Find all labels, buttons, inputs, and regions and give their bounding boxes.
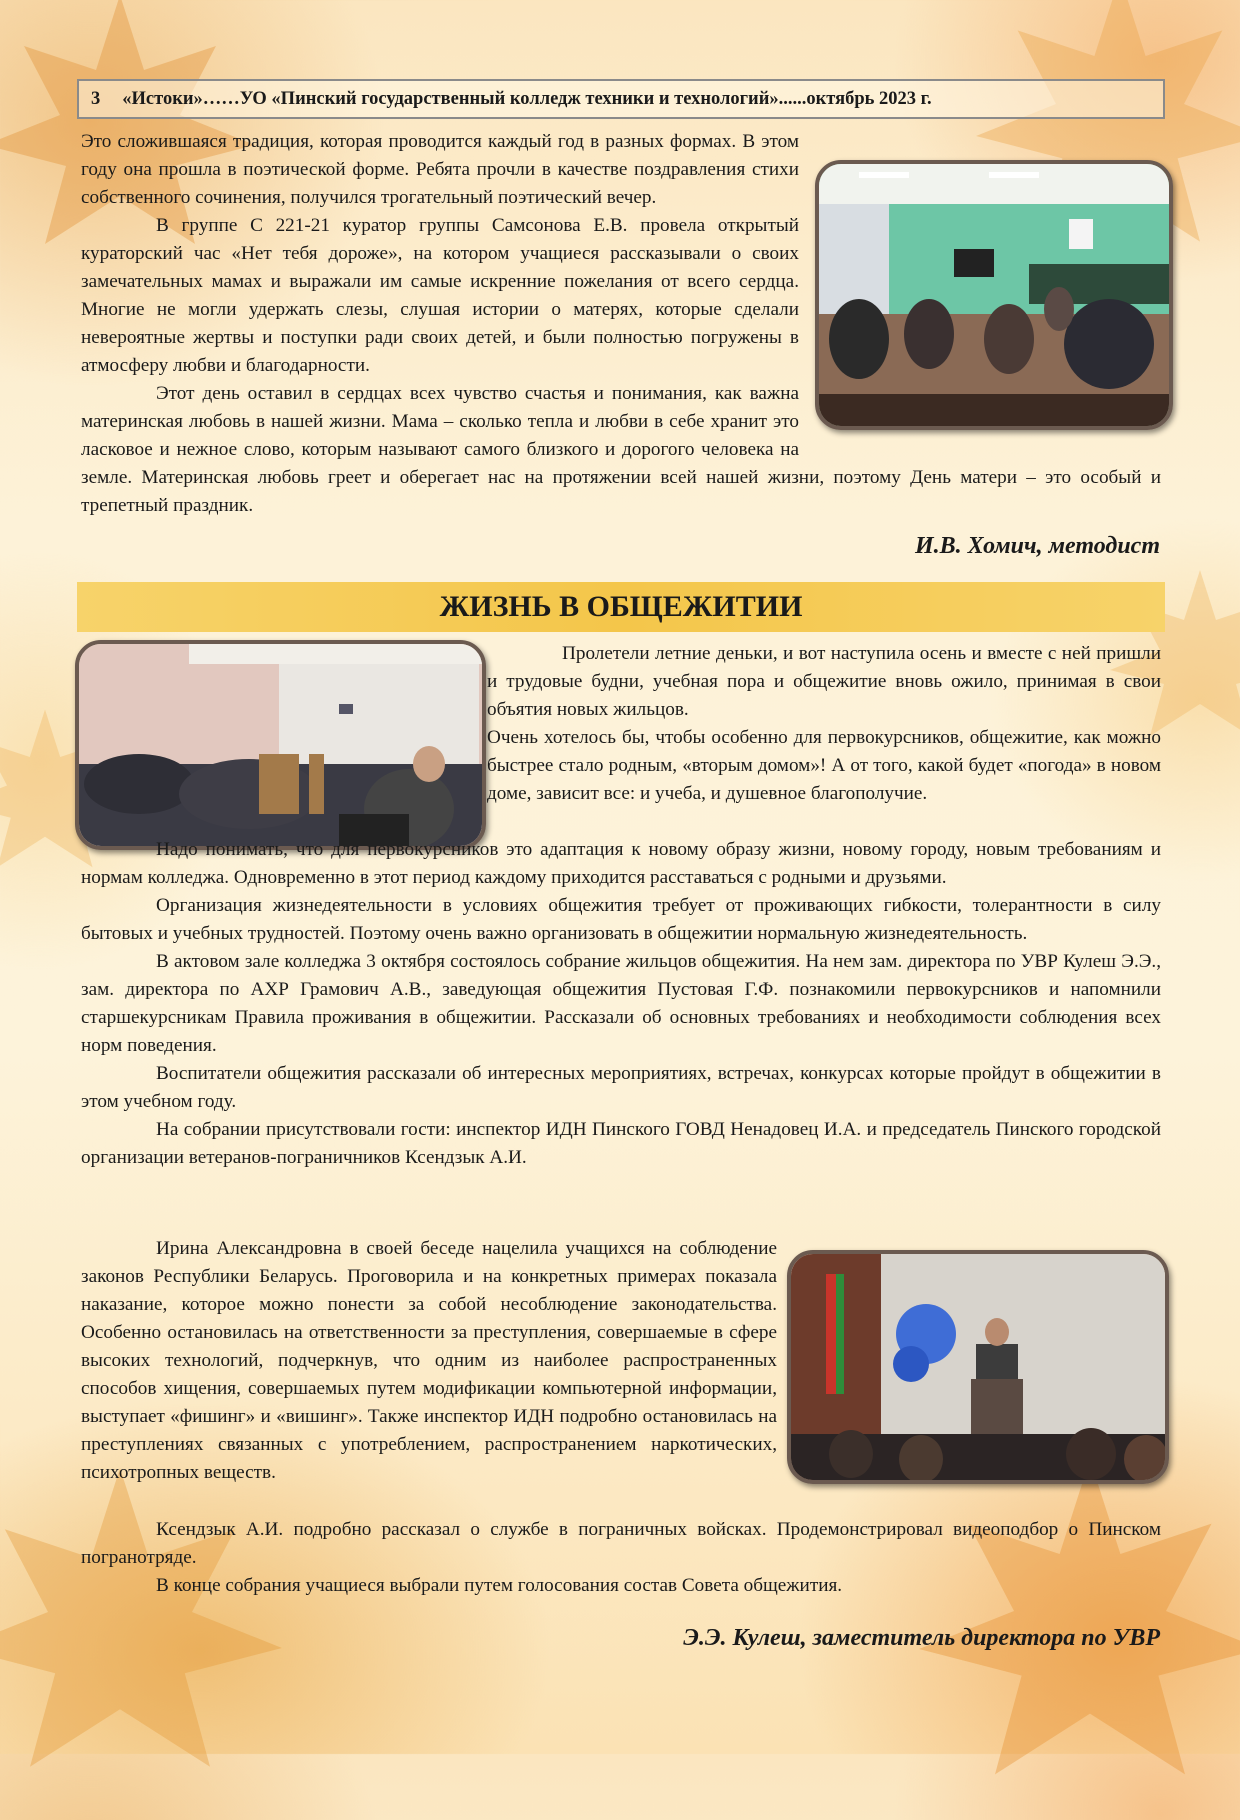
photo-assembly-hall (75, 640, 486, 850)
section-title: ЖИЗНЬ В ОБЩЕЖИТИИ (77, 582, 1165, 632)
article-dorm-body (81, 836, 1161, 1172)
paragraph: Очень хотелось бы, чтобы особенно для первокурсников, общежитие, как можно быстрее стало родным, «вторым домом»! А от того, какой будет «погода» в новом доме, зависит все: и учеба, и душевное благополучие. (487, 727, 1161, 804)
paragraph: Ксендзык А.И. подробно рассказал о службе в пограничных войсках. Продемонстрировал видеоподбор о Пинском погранотряде. (81, 1519, 1161, 1568)
page-number: 3 (91, 89, 101, 109)
article-dorm-inspector (81, 1235, 777, 1487)
article-intro (81, 128, 1161, 520)
paragraph: В актовом зале колледжа 3 октября состоялось собрание жильцов общежития. На нем зам. директора по УВР Кулеш Э.Э., зам. директора по АХР Грамович А.В., заведующая общежития Пустовая Г.Ф. познакомили первокурсников и напомнили старшекурсникам Правила проживания в общежитии. Рассказали об основных требованиях и необходимости соблюдения всех норм поведения. (81, 951, 1161, 1056)
article-dorm-end (81, 1516, 1161, 1600)
article-dorm-intro (487, 640, 1161, 808)
paragraph: В группе С 221-21 куратор группы Самсонова Е.В. провела открытый кураторский час «Нет тебя дороже», на котором учащиеся рассказывали о своих замечательных мамах и выражали им самые искренние пожелания от всего сердца. Многие не могли удержать слезы, слушая истории о матерях, которые сделали невероятные жертвы и поступки ради своих детей, и были полностью погружены в атмосферу любви и благодарности. (81, 215, 799, 376)
paragraph: В конце собрания учащиеся выбрали путем голосования состав Совета общежития. (156, 1575, 843, 1596)
paragraph: Пролетели летние деньки, и вот наступила осень и вместе с ней пришли и трудовые будни, учебная пора и общежитие вновь ожило, принимая в свои объятия новых жильцов. (487, 643, 1161, 720)
paragraph: Надо понимать, что для первокурсников это адаптация к новому образу жизни, новому городу, новым требованиям и нормам колледжа. Одновременно в этот период каждому приходится расставаться с родными и друзьями. (81, 839, 1161, 888)
signature-author: И.В. Хомич, методист (914, 533, 1160, 559)
assembly-hall-image (79, 644, 482, 846)
paragraph: Воспитатели общежития рассказали об интересных мероприятиях, встречах, конкурсах которые пройдут в общежитии в этом учебном году. (81, 1063, 1161, 1112)
maple-leaf-decoration (0, 1450, 300, 1810)
speaker-stage-image (791, 1254, 1165, 1480)
paragraph: Ирина Александровна в своей беседе нацелила учащихся на соблюдение законов Республики Беларусь. Проговорила и на конкретных примерах показала наказание, которое можно понести за собой несоблюдение законодательства. Особенно остановилась на ответственности за преступления, совершаемые в сфере высоких технологий, подчеркнув, что одним из наиболее распространенных способов хищения, совершаемых путем модификации компьютерной информации, выступает «фишинг» и «вишинг». Также инспектор ИДН подробно остановилась на преступлениях связанных с употреблением, распространением наркотических, психотропных веществ. (81, 1238, 777, 1483)
photo-speaker-stage (787, 1250, 1169, 1484)
header-text: «Истоки»……УО «Пинский государственный колледж техники и технологий»......октябрь 2023 г. (122, 89, 932, 109)
paragraph: Это сложившаяся традиция, которая проводится каждый год в разных формах. В этом году она прошла в поэтической форме. Ребята прочли в качестве поздравления стихи собственного сочинения, получился трогательный поэтический вечер. (81, 131, 799, 208)
page-header (77, 79, 1165, 119)
paragraph: Организация жизнедеятельности в условиях общежития требует от проживающих гибкости, толерантности в силу бытовых и учебных трудностей. Поэтому очень важно организовать в общежитии нормальную жизнедеятельность. (81, 895, 1161, 944)
paragraph: На собрании присутствовали гости: инспектор ИДН Пинского ГОВД Ненадовец И.А. и председатель Пинского городской организации ветеранов-пограничников Ксендзык А.И. (81, 1119, 1161, 1168)
signature-deputy-director: Э.Э. Кулеш, заместитель директора по УВР (683, 1625, 1160, 1651)
paragraph: Этот день оставил в сердцах всех чувство счастья и понимания, как важна материнская любовь в нашей жизни. Мама – сколько тепла и любви в себе хранит это ласковое и нежное слово, которым называют самого близкого и дорогого человека на земле. Материнская любовь греет и оберегает нас на протяжении всей нашей жизни, поэтому День матери – это особый и трепетный праздник. (81, 383, 1161, 516)
